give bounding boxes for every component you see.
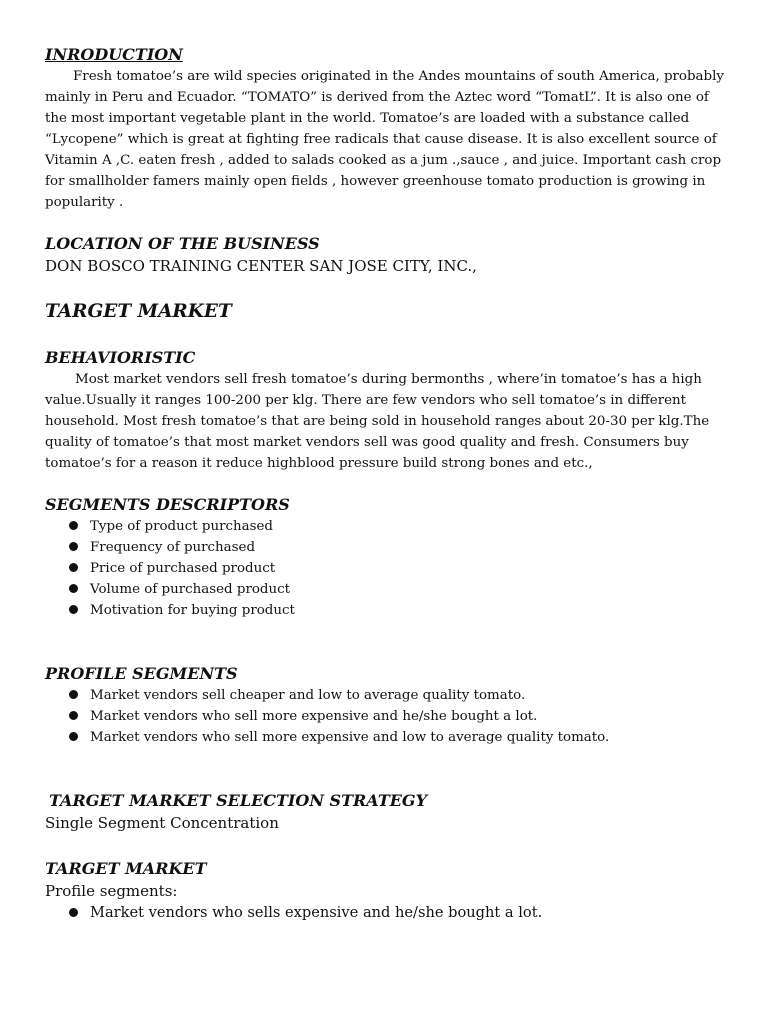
list-item: Frequency of purchased bbox=[45, 537, 725, 558]
list-item: Type of product purchased bbox=[45, 516, 725, 537]
segments-descriptors-heading: SEGMENTS DESCRIPTORS bbox=[45, 495, 290, 514]
segments-descriptors-list bbox=[45, 516, 725, 621]
list-item: Market vendors who sells expensive and he/she bought a lot. bbox=[45, 902, 725, 924]
document-page bbox=[45, 44, 725, 924]
behavioristic-paragraph: Most market vendors sell fresh tomatoe’s during bermonths , where’in tomatoe’s has a high value.Usually it ranges 100-200 per klg. There are few vendors who sell tomatoe’s in different household. Most fresh tomatoe’s that are being sold in household ranges about 20-30 per klg.The quality of tomatoe’s that most market vendors sell was good quality and fresh. Consumers buy tomatoe’s for a reason it reduce highblood pressure build strong bones and etc., bbox=[45, 372, 710, 471]
list-item: Motivation for buying product bbox=[45, 600, 725, 621]
bullet-icon bbox=[69, 542, 78, 551]
final-target-market-heading: TARGET MARKET bbox=[45, 859, 207, 878]
target-market-title: TARGET MARKET bbox=[45, 301, 232, 322]
bullet-icon bbox=[69, 584, 78, 593]
profile-segments-list bbox=[45, 685, 725, 748]
bullet-icon bbox=[69, 605, 78, 614]
profile-segments-label: Profile segments: bbox=[45, 882, 178, 900]
list-item: Price of purchased product bbox=[45, 558, 725, 579]
profile-segments-heading: PROFILE SEGMENTS bbox=[45, 664, 238, 683]
bullet-icon bbox=[69, 690, 78, 699]
bullet-icon bbox=[69, 732, 78, 741]
bullet-icon bbox=[69, 711, 78, 720]
list-item: Market vendors who sell more expensive and low to average quality tomato. bbox=[45, 727, 725, 748]
strategy-heading: TARGET MARKET SELECTION STRATEGY bbox=[49, 791, 428, 810]
bullet-icon bbox=[69, 563, 78, 572]
strategy-value: Single Segment Concentration bbox=[45, 814, 279, 832]
list-item: Market vendors who sell more expensive and he/she bought a lot. bbox=[45, 706, 725, 727]
location-heading: LOCATION OF THE BUSINESS bbox=[45, 234, 320, 253]
list-item: Volume of purchased product bbox=[45, 579, 725, 600]
location-value: DON BOSCO TRAINING CENTER SAN JOSE CITY, INC., bbox=[45, 257, 477, 275]
intro-paragraph: Fresh tomatoe’s are wild species originated in the Andes mountains of south America, probably mainly in Peru and Ecuador. “TOMATO” is derived from the Aztec word “TomatL”. It is also one of the most important vegetable plant in the world. Tomatoe’s are loaded with a substance called “Lycopene” which is great at fighting free radicals that cause disease. It is also excellent source of Vitamin A ,C. eaten fresh , added to salads cooked as a jum .,sauce , and juice. Important cash crop for smallholder famers mainly open fields , however greenhouse tomato production is growing in popularity . bbox=[45, 69, 724, 210]
final-profile-list bbox=[45, 902, 725, 924]
list-item: Market vendors sell cheaper and low to average quality tomato. bbox=[45, 685, 725, 706]
intro-heading: INRODUCTION bbox=[45, 45, 183, 64]
bullet-icon bbox=[69, 908, 78, 917]
bullet-icon bbox=[69, 521, 78, 530]
behavioristic-heading: BEHAVIORISTIC bbox=[45, 348, 196, 367]
